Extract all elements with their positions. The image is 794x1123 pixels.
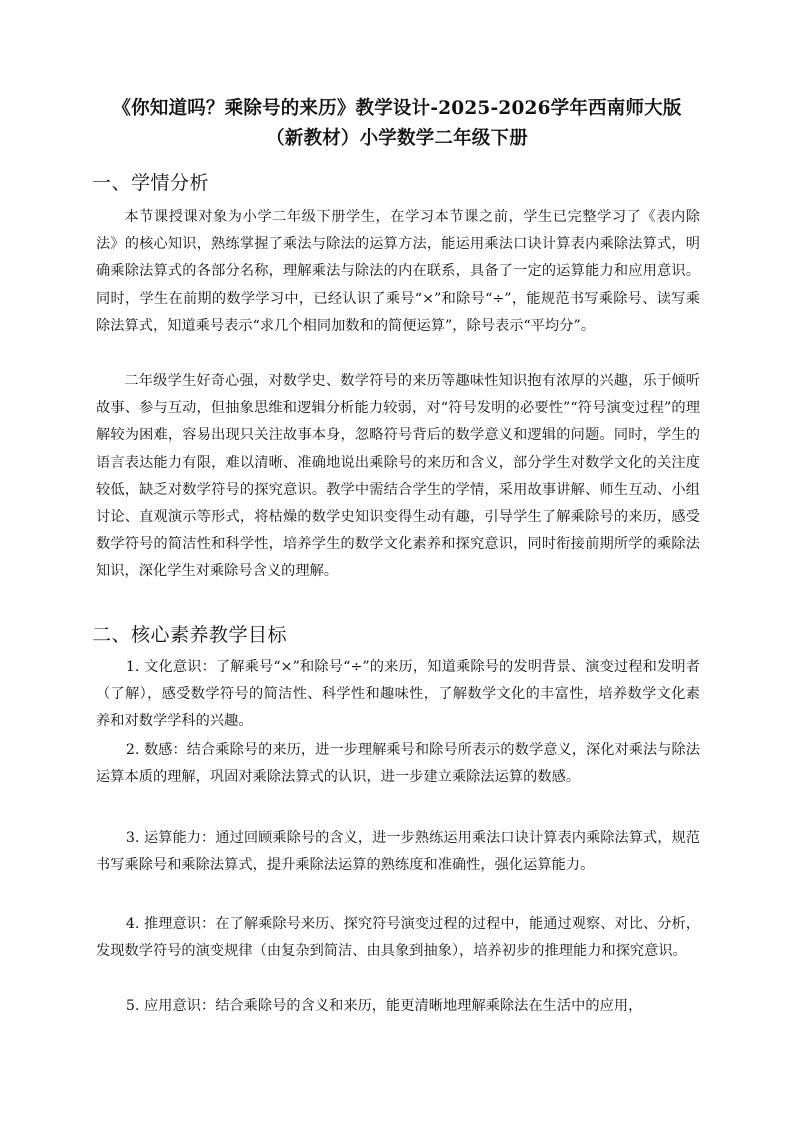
paragraph-2-5: 5. 应用意识：结合乘除号的含义和来历，能更清晰地理解乘除法在生活中的应用， — [125, 998, 643, 1014]
document-title — [92, 94, 702, 154]
paragraph-1-2: 二年级学生好奇心强，对数学史、数学符号的来历等趣味性知识抱有浓厚的兴趣，乐于倾听故事、参与互动，但抽象思维和逻辑分析能力较弱，对“符号发明的必要性”“符号演变过程”的理解较为困难，容易出现只关注故事本身，忽略符号背后的数学意义和逻辑的问题。同时，学生的语言表达能力有限，难以清晰、准确地说出乘除号的来历和含义，部分学生对数学文化的关注度较低，缺乏对数学符号的探究意识。教学中需结合学生的学情，采用故事讲解、师生互动、小组讨论、直观演示等形式，将枯燥的数学史知识变得生动有趣，引导学生了解乘除号的来历，感受数学符号的简洁性和科学性，培养学生的数学文化素养和探究意识，同时衔接前期所学的乘除法知识，深化学生对乘除号含义的理解。 — [96, 373, 700, 580]
paragraph-2-4: 4. 推理意识：在了解乘除号来历、探究符号演变过程的过程中，能通过观察、对比、分析，发现数学符号的演变规律（由复杂到简洁、由具象到抽象），培养初步的推理能力和探究意识。 — [96, 916, 700, 960]
paragraph-1-1: 本节课授课对象为小学二年级下册学生，在学习本节课之前，学生已完整学习了《表内除法》的核心知识，熟练掌握了乘法与除法的运算方法，能运用乘法口诀计算表内乘除法算式，明确乘除法算式的各部分名称，理解乘法与除法的内在联系，具备了一定的运算能力和应用意识。同时，学生在前期的数学学习中，已经认识了乘号“×”和除号“÷”，能规范书写乘除号、读写乘除法算式，知道乘号表示“求几个相同加数和的简便运算”，除号表示“平均分”。 — [96, 209, 700, 334]
paragraph-2-3: 3. 运算能力：通过回顾乘除号的含义，进一步熟练运用乘法口诀计算表内乘除法算式，规范书写乘除号和乘除法算式，提升乘除法运算的熟练度和准确性，强化运算能力。 — [96, 830, 700, 874]
paragraph-2-2: 2. 数感：结合乘除号的来历，进一步理解乘号和除号所表示的数学意义，深化对乘法与除法运算本质的理解，巩固对乘除法算式的认识，进一步建立乘除法运算的数感。 — [96, 742, 700, 786]
title-line-2: （新教材）小学数学二年级下册 — [266, 128, 528, 149]
section-heading-1: 一、学情分析 — [92, 172, 210, 194]
title-line-1: 《你知道吗？乘除号的来历》教学设计-2025-2026学年西南师大版 — [112, 98, 682, 119]
paragraph-2-1: 1. 文化意识：了解乘号“×”和除号“÷”的来历，知道乘除号的发明背景、演变过程和发明者（了解），感受数学符号的简洁性、科学性和趣味性，了解数学文化的丰富性，培养数学文化素养和对数学学科的兴趣。 — [96, 659, 700, 730]
section-heading-2: 二、核心素养教学目标 — [92, 624, 288, 646]
